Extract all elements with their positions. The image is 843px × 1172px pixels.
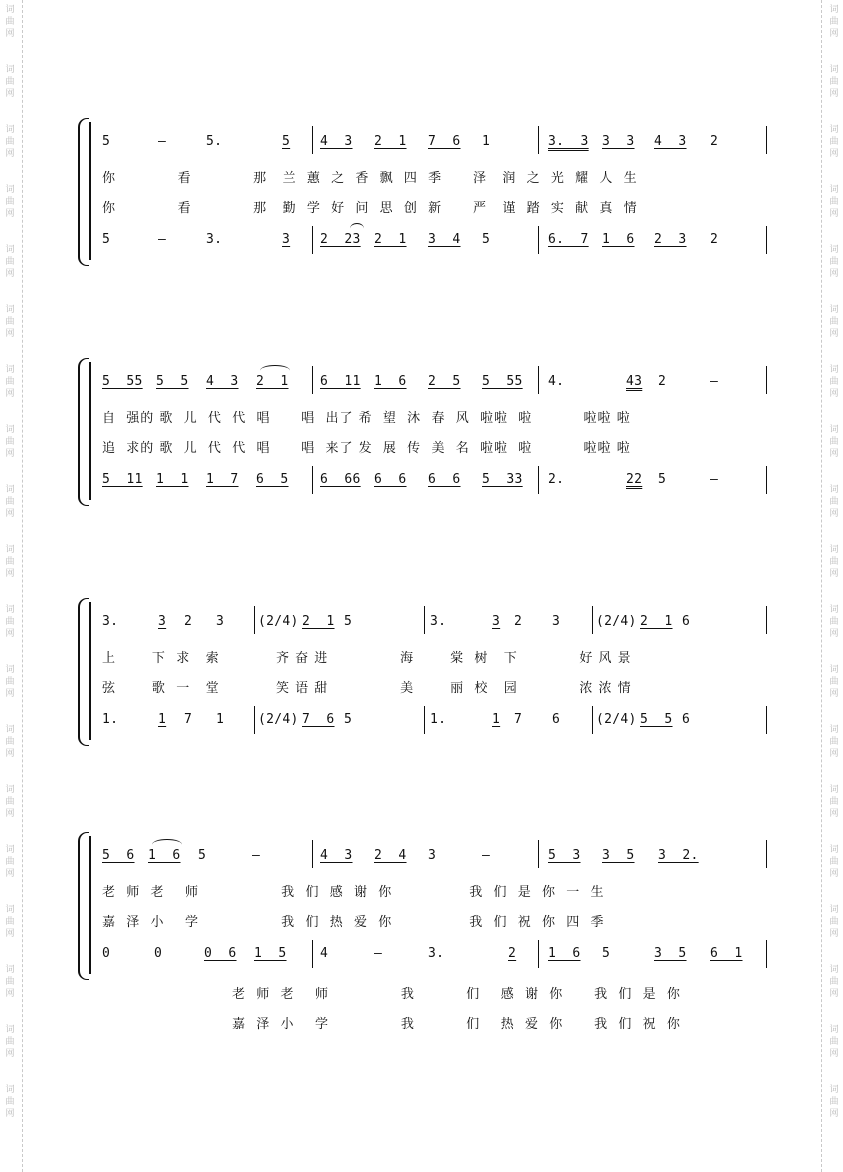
lyrics-line-1 [78, 170, 768, 192]
note-group: 5. [206, 134, 223, 149]
note-group: 6. 7 [548, 232, 589, 247]
note-group: 5 [344, 712, 353, 727]
watermark-text: 词 曲 网 [5, 665, 15, 699]
note-group: 3 5 [602, 848, 635, 863]
note-group: 2 23 [320, 232, 361, 247]
top-part-row [78, 133, 768, 155]
note-group: 5 [482, 232, 491, 247]
watermark-text: 词 曲 网 [5, 485, 15, 519]
note-group: — [374, 946, 383, 961]
lyrics-line-2 [78, 680, 768, 702]
note-group: 2 1 [374, 232, 407, 247]
lyrics-text: 老 师 老 师 我 们 感 谢 你 我 们 是 你 [232, 987, 681, 1002]
note-group: 1 1 [156, 472, 189, 487]
note-group: 43 [626, 374, 643, 389]
bottom-part-row [78, 711, 768, 733]
watermark-text: 词 曲 网 [829, 905, 839, 939]
note-group: 5 3 [548, 848, 581, 863]
note-group: 5 55 [482, 374, 523, 389]
watermark-text: 词 曲 网 [5, 545, 15, 579]
note-group: 1. [430, 712, 447, 727]
note-group: 4 3 [654, 134, 687, 149]
watermark-text: 词 曲 网 [5, 965, 15, 999]
note-group: 3 4 [428, 232, 461, 247]
lyrics-text: 上 下 求 索 齐 奋 进 海 棠 树 下 好 风 景 [102, 651, 632, 666]
note-group: 6 [682, 712, 691, 727]
music-system-1 [78, 118, 768, 264]
watermark-text: 词 曲 网 [5, 845, 15, 879]
slur [152, 839, 182, 850]
lyrics-text: 追 求的 歌 儿 代 代 唱 唱 来了 发 展 传 美 名 啦啦 啦 啦啦 啦 [102, 441, 631, 456]
lyrics-line-1 [78, 650, 768, 672]
note-group: 3 5 [654, 946, 687, 961]
note-group: 3. [206, 232, 223, 247]
music-system-2 [78, 358, 768, 504]
note-group: 3. [430, 614, 447, 629]
note-group: 4 3 [320, 134, 353, 149]
note-group: 6 [682, 614, 691, 629]
watermark-text: 词 曲 网 [829, 245, 839, 279]
note-group: 1 [158, 712, 167, 727]
lyrics-text: 弦 歌 一 堂 笑 语 甜 美 丽 校 园 浓 浓 情 [102, 681, 632, 696]
note-group: (2/4) [596, 712, 637, 727]
note-group: 6 5 [256, 472, 289, 487]
watermark-text: 词 曲 网 [5, 305, 15, 339]
note-group: (2/4) [596, 614, 637, 629]
note-group: (2/4) [258, 712, 299, 727]
note-group: 4 [320, 946, 329, 961]
note-group: 5 [658, 472, 667, 487]
watermark-text: 词 曲 网 [5, 5, 15, 39]
bottom-part-row [78, 471, 768, 493]
note-group: — [158, 232, 167, 247]
note-group: 3 [428, 848, 437, 863]
lyrics-text: 嘉 泽 小 学 我 们 热 爱 你 我 们 祝 你 四 季 [102, 915, 605, 930]
note-group: 5 33 [482, 472, 523, 487]
watermark-text: 词 曲 网 [5, 425, 15, 459]
watermark-text: 词 曲 网 [829, 785, 839, 819]
note-group: 7 6 [428, 134, 461, 149]
music-system-4 [78, 832, 768, 978]
note-group: 3 [492, 614, 501, 629]
note-group: 2 3 [654, 232, 687, 247]
note-group: 6 [552, 712, 561, 727]
note-group: 3. [428, 946, 445, 961]
watermark-text: 词 曲 网 [829, 545, 839, 579]
watermark-text: 词 曲 网 [829, 425, 839, 459]
watermark-text: 词 曲 网 [829, 725, 839, 759]
note-group: 2 5 [428, 374, 461, 389]
note-group: 5 5 [156, 374, 189, 389]
lyrics-line-2 [78, 200, 768, 222]
watermark-text: 词 曲 网 [829, 965, 839, 999]
watermark-text: 词 曲 网 [829, 665, 839, 699]
note-group: 3 [216, 614, 225, 629]
slur [260, 365, 290, 376]
watermark-text: 词 曲 网 [829, 305, 839, 339]
top-part-row [78, 373, 768, 395]
bottom-part-row [78, 231, 768, 253]
note-group: 6 6 [428, 472, 461, 487]
note-group: 1 [482, 134, 491, 149]
lyrics-text: 你 看 那 兰 蕙 之 香 飘 四 季 泽 润 之 光 耀 人 生 [102, 171, 638, 186]
watermark-text: 词 曲 网 [829, 65, 839, 99]
note-group: 3 [552, 614, 561, 629]
note-group: — [482, 848, 491, 863]
lyrics-text: 嘉 泽 小 学 我 们 热 爱 你 我 们 祝 你 [232, 1017, 681, 1032]
note-group: 6 11 [320, 374, 361, 389]
note-group: 0 [154, 946, 163, 961]
music-system-3 [78, 598, 768, 744]
note-group: 2 [184, 614, 193, 629]
note-group: 1 6 [374, 374, 407, 389]
lyrics-text: 自 强的 歌 儿 代 代 唱 唱 出了 希 望 沐 春 风 啦啦 啦 啦啦 啦 [102, 411, 631, 426]
note-group: 2. [548, 472, 565, 487]
note-group: 1 6 [548, 946, 581, 961]
note-group: — [710, 374, 719, 389]
note-group: 2 [710, 134, 719, 149]
note-group: 5 [602, 946, 611, 961]
note-group: 2 1 [302, 614, 335, 629]
lyrics-line-3 [0, 986, 843, 1008]
note-group: 2 [710, 232, 719, 247]
note-group: — [710, 472, 719, 487]
note-group: 2 1 [640, 614, 673, 629]
watermark-text: 词 曲 网 [5, 605, 15, 639]
watermark-text: 词 曲 网 [829, 845, 839, 879]
watermark-text: 词 曲 网 [5, 725, 15, 759]
watermark-text: 词 曲 网 [5, 185, 15, 219]
note-group: 1 5 [254, 946, 287, 961]
note-group: 5 5 [640, 712, 673, 727]
bottom-part-row [78, 945, 768, 967]
note-group: 3. 3 [548, 134, 589, 149]
note-group: 7 6 [302, 712, 335, 727]
note-group: 2 4 [374, 848, 407, 863]
watermark-text: 词 曲 网 [5, 1025, 15, 1059]
note-group: 5 11 [102, 472, 143, 487]
note-group: 22 [626, 472, 643, 487]
note-group: 1 6 [602, 232, 635, 247]
note-group: 5 6 [102, 848, 135, 863]
note-group: 2 [658, 374, 667, 389]
note-group: 1. [102, 712, 119, 727]
lyrics-line-2 [78, 914, 768, 936]
slur [350, 223, 364, 234]
note-group: 2 1 [256, 374, 289, 389]
note-group: 3 3 [602, 134, 635, 149]
note-group: 5 [282, 134, 291, 149]
note-group: 3 2. [658, 848, 699, 863]
note-group: 5 [198, 848, 207, 863]
note-group: 7 [184, 712, 193, 727]
lyrics-text: 老 师 老 师 我 们 感 谢 你 我 们 是 你 一 生 [102, 885, 605, 900]
watermark-text: 词 曲 网 [829, 365, 839, 399]
note-group: 1 [492, 712, 501, 727]
watermark-text: 词 曲 网 [829, 125, 839, 159]
watermark-text: 词 曲 网 [5, 785, 15, 819]
watermark-text: 词 曲 网 [829, 1025, 839, 1059]
lyrics-line-4 [0, 1016, 843, 1038]
watermark-text: 词 曲 网 [829, 1085, 839, 1119]
watermark-text: 词 曲 网 [5, 905, 15, 939]
note-group: 2 [514, 614, 523, 629]
note-group: 3. [102, 614, 119, 629]
note-group: 4 3 [206, 374, 239, 389]
lyrics-text: 你 看 那 勤 学 好 问 思 创 新 严 谨 踏 实 献 真 情 [102, 201, 638, 216]
lyrics-line-1 [78, 884, 768, 906]
watermark-text: 词 曲 网 [5, 65, 15, 99]
note-group: (2/4) [258, 614, 299, 629]
note-group: 7 [514, 712, 523, 727]
note-group: 6 1 [710, 946, 743, 961]
note-group: 3 [282, 232, 291, 247]
note-group: 4. [548, 374, 565, 389]
note-group: 2 [508, 946, 517, 961]
watermark-text: 词 曲 网 [5, 245, 15, 279]
watermark-text: 词 曲 网 [829, 5, 839, 39]
note-group: — [252, 848, 261, 863]
watermark-text: 词 曲 网 [5, 365, 15, 399]
watermark-text: 词 曲 网 [829, 185, 839, 219]
note-group: 1 7 [206, 472, 239, 487]
note-group: 4 3 [320, 848, 353, 863]
watermark-text: 词 曲 网 [5, 125, 15, 159]
top-part-row [78, 847, 768, 869]
note-group: 5 [344, 614, 353, 629]
note-group: — [158, 134, 167, 149]
note-group: 6 66 [320, 472, 361, 487]
note-group: 5 55 [102, 374, 143, 389]
note-group: 1 6 [148, 848, 181, 863]
note-group: 0 6 [204, 946, 237, 961]
watermark-text: 词 曲 网 [829, 485, 839, 519]
watermark-text: 词 曲 网 [5, 1085, 15, 1119]
note-group: 2 1 [374, 134, 407, 149]
note-group: 6 6 [374, 472, 407, 487]
top-part-row [78, 613, 768, 635]
note-group: 5 [102, 232, 111, 247]
note-group: 5 [102, 134, 111, 149]
note-group: 1 [216, 712, 225, 727]
lyrics-line-1 [78, 410, 768, 432]
lyrics-line-2 [78, 440, 768, 462]
note-group: 3 [158, 614, 167, 629]
watermark-text: 词 曲 网 [829, 605, 839, 639]
note-group: 0 [102, 946, 111, 961]
